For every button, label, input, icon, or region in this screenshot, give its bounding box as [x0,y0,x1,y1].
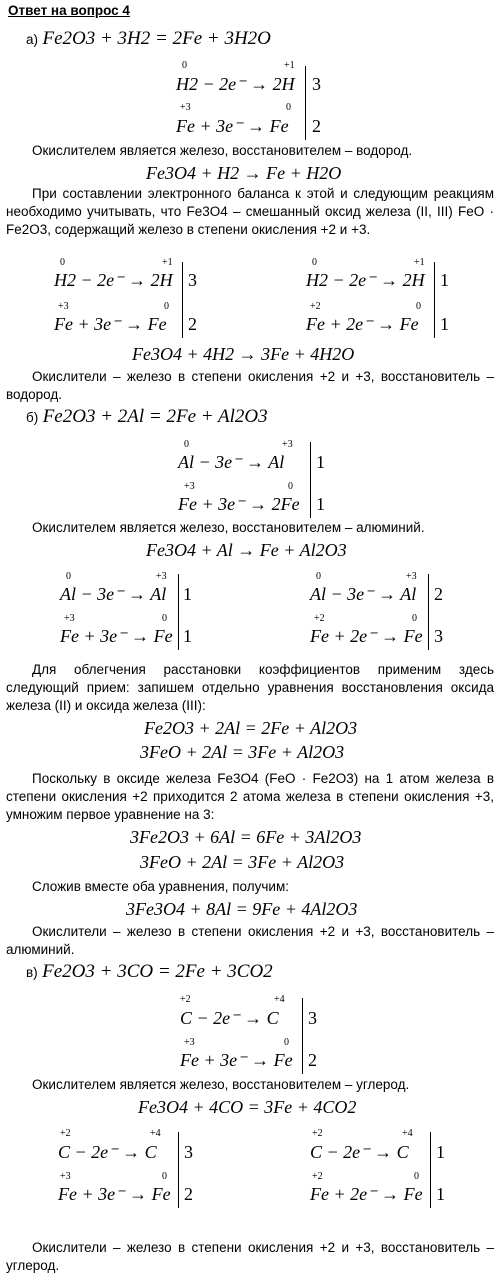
reaction-b1 [26,406,268,428]
equation-b2: Fe3O4 + Al → Fe + Al2O3 [146,540,347,560]
text-p9: Окислителем является железо, восстановителем – углерод. [32,1077,410,1092]
answer-heading: Ответ на вопрос 4 [8,3,130,18]
equation-b3: Fe2O3 + 2Al = 2Fe + Al2O3 [144,718,358,738]
reaction-a1 [26,28,271,50]
text-p1: Окислителем является железо, восстановителем – водород. [32,143,413,158]
equation-a1: Fe2O3 + 3H2 = 2Fe + 3H2O [42,28,271,49]
text-p7: Сложив вместе оба уравнения, получим: [32,879,289,894]
equation-b7: 3Fe3O4 + 8Al = 9Fe + 4Al2O3 [126,899,358,919]
text-p5: Для облегчения расстановки коэффициентов применим здесь следующий прием: запишем отдельно уравнения восстановления оксида железа (II) и оксида железа (III): [6,662,494,713]
text-p3: Окислители – железо в степени окисления +2 и +3, восстановитель – водород. [6,369,494,402]
label-a: а) [26,32,39,47]
equation-b1: Fe2O3 + 2Al = 2Fe + Al2O3 [42,406,268,427]
reaction-v1 [26,961,273,983]
text-p4: Окислителем является железо, восстановителем – алюминий. [32,520,425,535]
label-v: в) [26,965,38,980]
balance-a1-row1: H2 − 2e⁻ → 2H [176,74,295,94]
equation-b6: 3FeO + 2Al = 3Fe + Al2O3 [140,852,345,872]
equation-v2: Fe3O4 + 4CO = 3Fe + 4CO2 [138,1097,357,1117]
equation-v1: Fe2O3 + 3CO = 2Fe + 3CO2 [42,961,273,982]
balance-a1-row2: Fe + 3e⁻ → Fe [176,116,289,136]
label-b: б) [26,410,39,425]
equation-a3: Fe3O4 + 4H2 → 3Fe + 4H2O [132,344,355,364]
text-p8: Окислители – железо в степени окисления +2 и +3, восстановитель – алюминий. [6,924,494,957]
text-p2: При составлении электронного баланса к этой и следующим реакциям необходимо учитывать, что Fe3O4 – смешанный оксид железа (II, III) FeO · Fe2O3, содержащий железо в степени окисления +2 и +3. [6,186,494,237]
answer-page: Ответ на вопрос 4 а) Fe2O3 + 3H2 = 2Fe + 3H2O 0 +1 H2 − 2e⁻ → 2H +3 0 Fe + 3e⁻ → Fe 3 2 Окислителем является железо, восстановителем – водород. Fe3O4 + H2 → Fe + H2O При составлении электронного баланса к этой и следующим реакциям необходимо учитывать, что Fe3O4 – смешанный оксид железа (II, III) FeO · Fe2O3, содержащий железо в степени окисления +2 и +3. 0 +1 H2 − 2e⁻ → 2H +3 0 Fe + 3e⁻ → Fe 3 2 0 +1 H2 − 2e⁻ → 2H +2 0 Fe + 2e⁻ → Fe 1 1 Fe3O4 + 4H2 → 3Fe + 4H2O Окислители – железо в степени окисления +2 и +3, восстановитель – водород. б) Fe2O3 + 2Al = 2Fe + Al2O3 0 +3 Al − 3e⁻ → Al +3 0 Fe + 3e⁻ → 2Fe 1 1 Окислителем является железо, восстановителем – алюминий. Fe3O4 + Al → Fe + Al2O3 0 +3 Al − 3e⁻ → Al +3 0 Fe + 3e⁻ → Fe 1 1 0 +3 Al − 3e⁻ → Al +2 0 Fe + 2e⁻ → Fe 2 3 Для облегчения расстановки коэффициентов применим здесь следующий прием: запишем отдельно уравнения восстановления оксида железа (II) и оксида железа (III): Fe2O3 + 2Al = 2Fe + Al2O3 3FeO + 2Al = 3Fe + Al2O3 Поскольку в оксиде железа Fe3O4 (FeO · Fe2O3) на 1 атом железа в степени окисления +2 приходится 2 атома железа в степени окисления +3, умножим первое уравнение на 3: 3Fe2O3 + 6Al = 6Fe + 3Al2O3 3FeO + 2Al = 3Fe + Al2O3 Сложив вместе оба уравнения, получим: 3Fe3O4 + 8Al = 9Fe + 4Al2O3 Окислители – железо в степени окисления +2 и +3, восстановитель – алюминий. в) Fe2O3 + 3CO = 2Fe + 3CO2 +2 +4 C − 2e⁻ → C +3 0 Fe + 3e⁻ → Fe 3 2 Окислителем является железо, восстановителем – углерод. Fe3O4 + 4CO = 3Fe + 4CO2 +2 +4 C − 2e⁻ → C +3 0 Fe + 3e⁻ → Fe 3 2 +2 +4 C − 2e⁻ → C +2 0 Fe + 2e⁻ → Fe 1 1 Окислители – железо в степени окисления +2 и +3, восстановитель – углерод. [6,3,494,1273]
equation-b4: 3FeO + 2Al = 3Fe + Al2O3 [140,742,345,762]
equation-b5: 3Fe2O3 + 6Al = 6Fe + 3Al2O3 [130,827,362,847]
text-p10: Окислители – железо в степени окисления +2 и +3, восстановитель – углерод. [6,1240,494,1273]
text-p6: Поскольку в оксиде железа Fe3O4 (FeO · Fe2O3) на 1 атом железа в степени окисления +2 приходится 2 атома железа в степени окисления +3, умножим первое уравнение на 3: [6,771,494,822]
equation-a2: Fe3O4 + H2 → Fe + H2O [146,163,342,183]
